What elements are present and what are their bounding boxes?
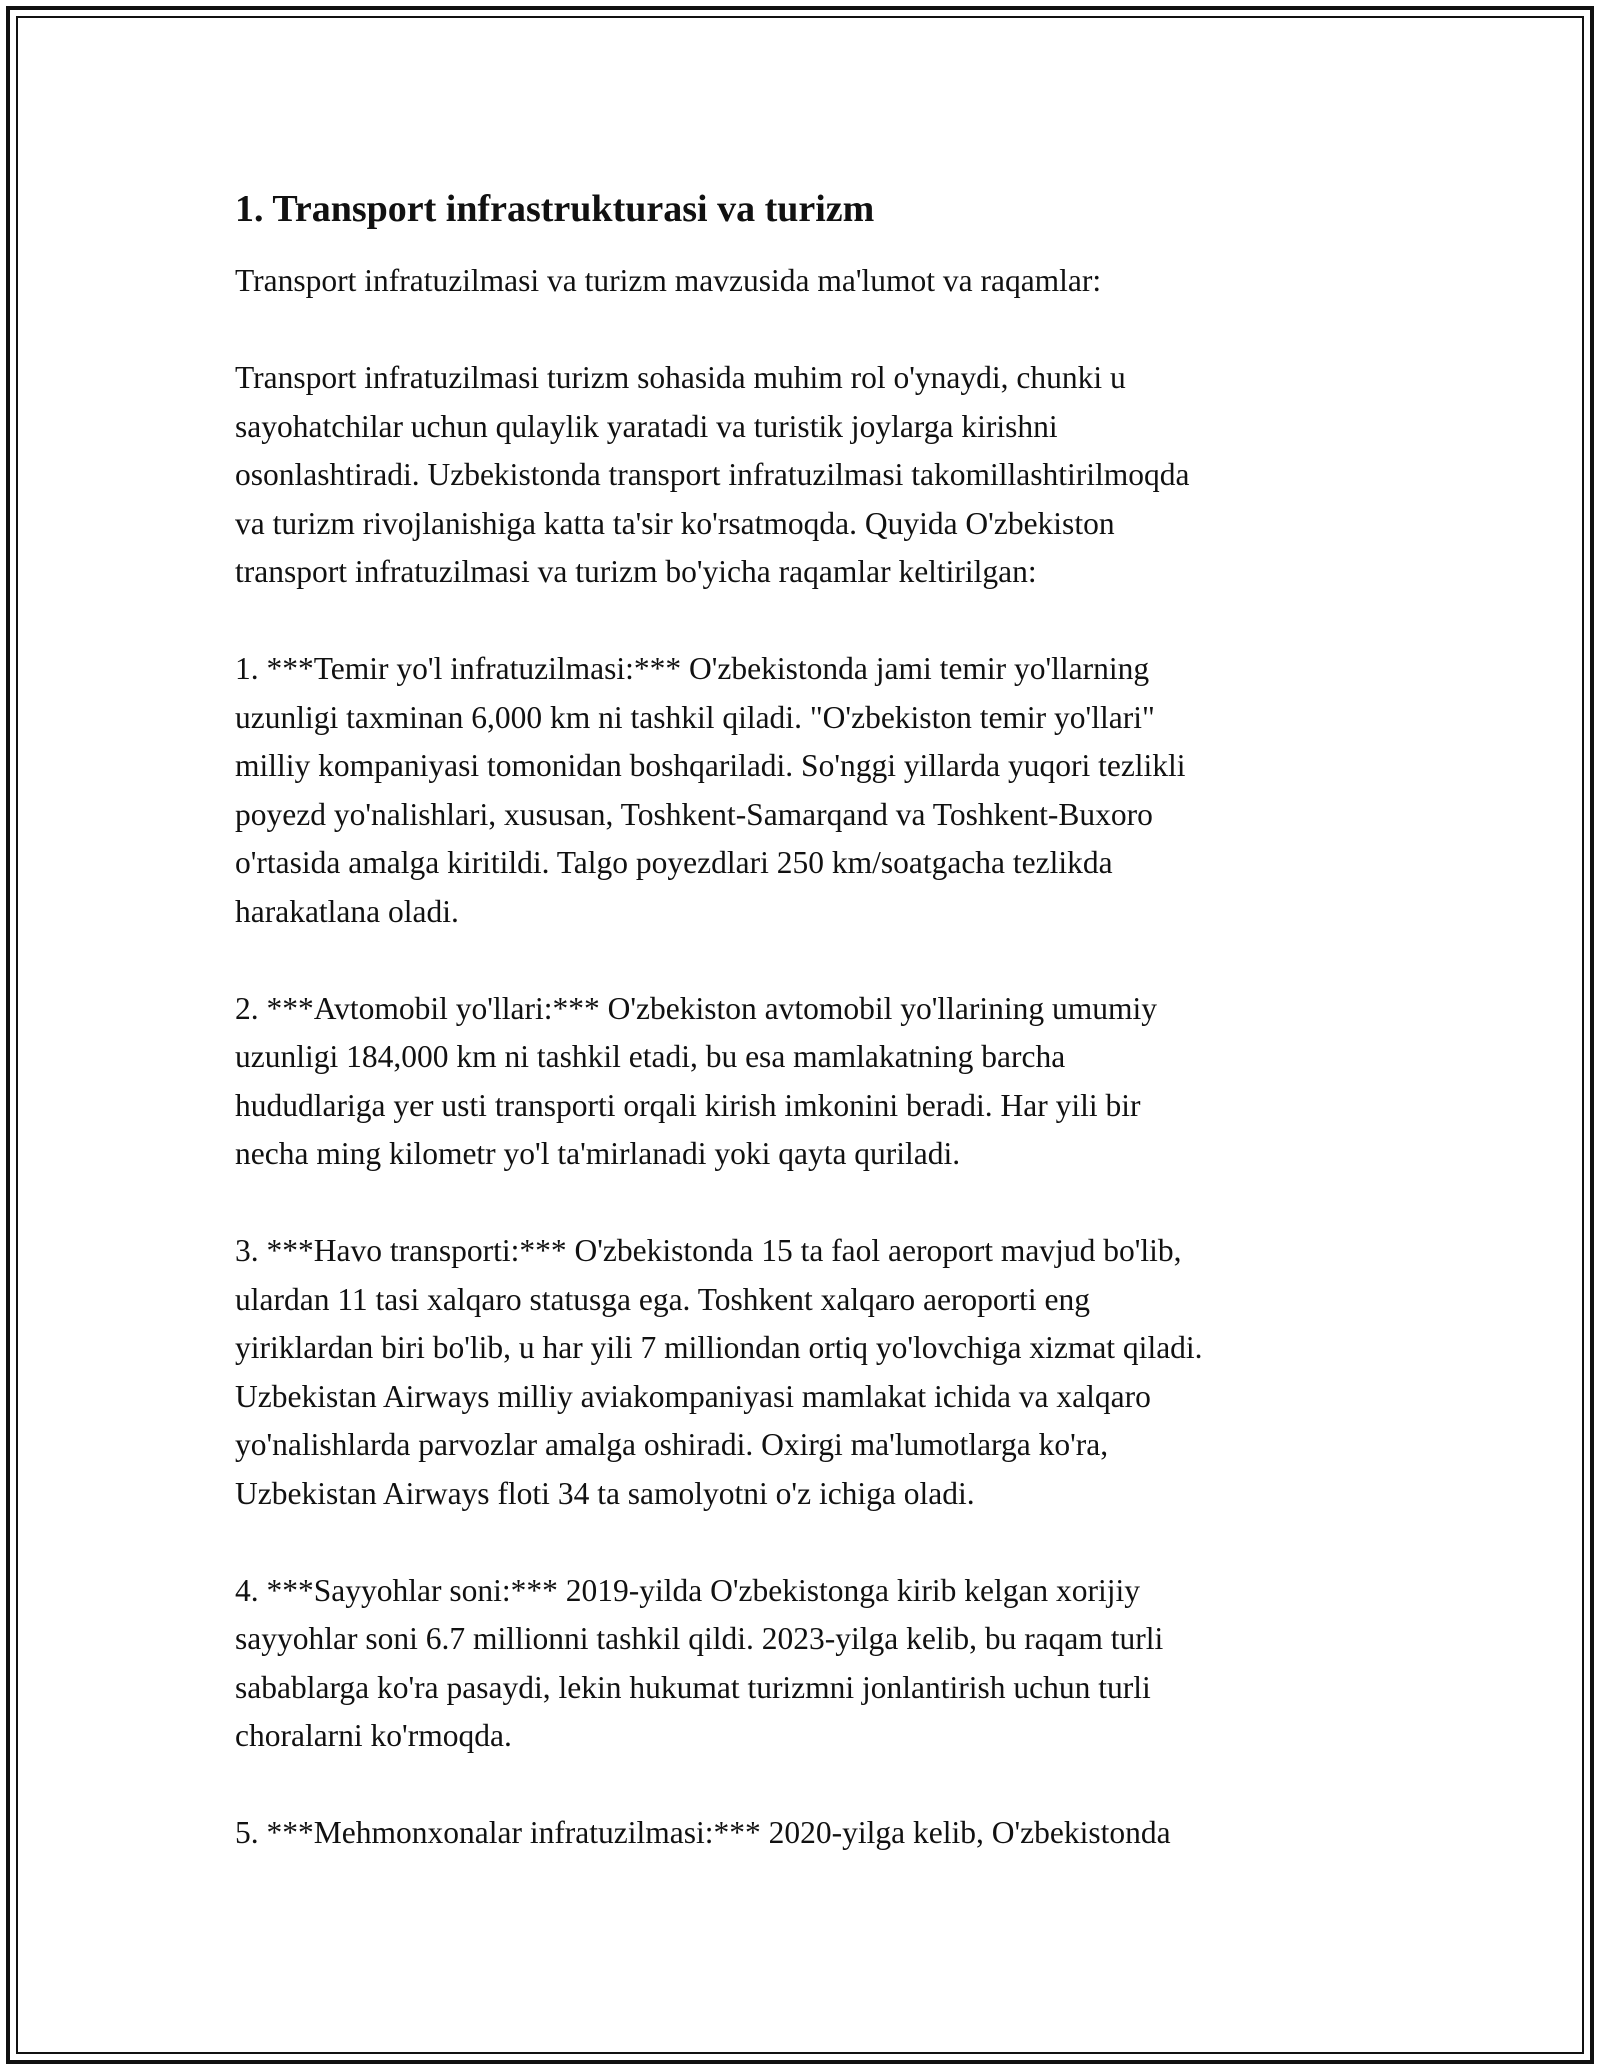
- roads-paragraph: [235, 985, 1385, 1179]
- text-line: 5. ***Mehmonxonalar infratuzilmasi:*** 2020-yilga kelib, O'zbekistonda: [235, 1815, 1171, 1850]
- text-line: sabablarga ko'ra pasaydi, lekin hukumat turizmni jonlantirish uchun turli: [235, 1669, 1151, 1705]
- text-line: 3. ***Havo transporti:*** O'zbekistonda 15 ta faol aeroport mavjud bo'lib,: [235, 1233, 1182, 1268]
- text-line: Uzbekistan Airways floti 34 ta samolyotni o'z ichiga oladi.: [235, 1475, 975, 1511]
- text-line: Transport infratuzilmasi va turizm mavzusida ma'lumot va raqamlar:: [235, 263, 1102, 298]
- text-line: osonlashtiradi. Uzbekistonda transport infratuzilmasi takomillashtirilmoqda: [235, 457, 1190, 492]
- text-line: uzunligi taxminan 6,000 km ni tashkil qiladi. "O'zbekiston temir yo'llari": [235, 699, 1155, 735]
- text-line: sayyohlar soni 6.7 millionni tashkil qildi. 2023-yilga kelib, bu raqam turli: [235, 1621, 1164, 1656]
- text-line: milliy kompaniyasi tomonidan boshqariladi. So'nggi yillarda yuqori tezlikli: [235, 748, 1186, 783]
- tourists-paragraph: [235, 1567, 1385, 1761]
- text-line: necha ming kilometr yo'l ta'mirlanadi yoki qayta quriladi.: [235, 1136, 961, 1171]
- document-title: 1. Transport infrastrukturasi va turizm: [235, 188, 875, 230]
- text-line: yiriklardan biri bo'lib, u har yili 7 milliondan ortiq yo'lovchiga xizmat qiladi.: [235, 1330, 1203, 1365]
- text-line: harakatlana oladi.: [235, 893, 459, 929]
- text-line: sayohatchilar uchun qulaylik yaratadi va turistik joylarga kirishni: [235, 408, 1058, 444]
- text-line: 2. ***Avtomobil yo'llari:*** O'zbekiston avtomobil yo'llarining umumiy: [235, 990, 1157, 1026]
- document-body: [235, 185, 1385, 1906]
- railway-paragraph: [235, 645, 1385, 936]
- overview-paragraph: [235, 354, 1385, 597]
- text-line: Transport infratuzilmasi turizm sohasida muhim rol o'ynaydi, chunki u: [235, 360, 1126, 395]
- text-line: poyezd yo'nalishlari, xususan, Toshkent-Samarqand va Toshkent-Buxoro: [235, 796, 1153, 832]
- intro-paragraph: [235, 257, 1385, 306]
- text-line: Uzbekistan Airways milliy aviakompaniyasi mamlakat ichida va xalqaro: [235, 1378, 1151, 1414]
- text-line: va turizm rivojlanishiga katta ta'sir ko'rsatmoqda. Quyida O'zbekiston: [235, 505, 1115, 541]
- text-line: transport infratuzilmasi va turizm bo'yicha raqamlar keltirilgan:: [235, 554, 1037, 589]
- text-line: yo'nalishlarda parvozlar amalga oshiradi. Oxirgi ma'lumotlarga ko'ra,: [235, 1427, 1109, 1462]
- text-line: 4. ***Sayyohlar soni:*** 2019-yilda O'zbekistonga kirib kelgan xorijiy: [235, 1572, 1141, 1608]
- text-line: ulardan 11 tasi xalqaro statusga ega. Toshkent xalqaro aeroporti eng: [235, 1281, 1091, 1317]
- text-line: choralarni ko'rmoqda.: [235, 1718, 512, 1753]
- text-line: uzunligi 184,000 km ni tashkil etadi, bu esa mamlakatning barcha: [235, 1039, 1066, 1074]
- air-transport-paragraph: [235, 1227, 1385, 1518]
- hotels-paragraph: [235, 1809, 1385, 1858]
- text-line: o'rtasida amalga kiritildi. Talgo poyezdlari 250 km/soatgacha tezlikda: [235, 845, 1113, 880]
- text-line: hududlariga yer usti transporti orqali kirish imkonini beradi. Har yili bir: [235, 1087, 1141, 1123]
- text-line: 1. ***Temir yo'l infratuzilmasi:*** O'zbekistonda jami temir yo'llarning: [235, 651, 1150, 686]
